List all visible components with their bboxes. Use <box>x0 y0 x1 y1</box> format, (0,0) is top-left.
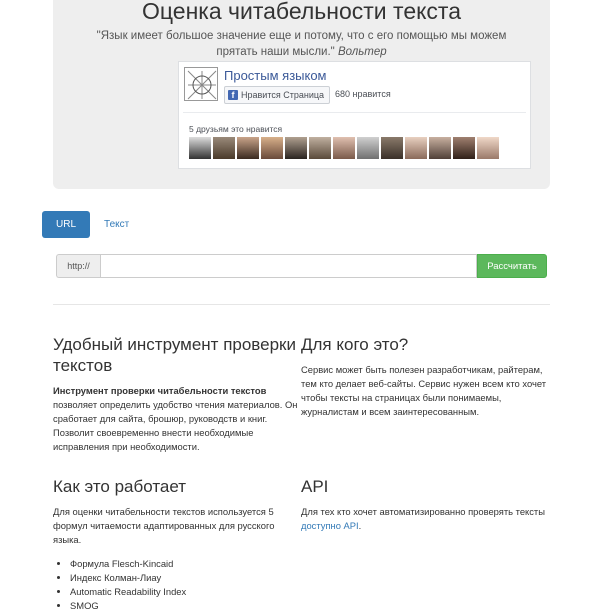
friend-avatar[interactable] <box>189 137 211 159</box>
section-text <box>53 384 303 454</box>
friend-avatar[interactable] <box>477 137 499 159</box>
facebook-icon: f <box>228 90 238 100</box>
quote-author: Вольтер <box>337 46 387 58</box>
friend-avatar[interactable] <box>381 137 403 159</box>
tab-text[interactable]: Текст <box>104 219 130 230</box>
formula-list <box>70 557 303 613</box>
friend-avatars <box>189 137 499 159</box>
url-prefix: http:// <box>56 254 100 278</box>
lead-rest: позволяет определить удобство чтения материалов. Он сработает для сайта, брошюр, руководств и книг. Позволит своевременно внести необходимые исправления при необходимости. <box>53 399 298 452</box>
list-item: • Формула Flesch-Kincaid <box>70 557 303 571</box>
jumbotron <box>53 0 550 189</box>
page-title: Оценка читабельности текста <box>141 0 461 24</box>
section-how <box>53 476 303 613</box>
friend-avatar[interactable] <box>213 137 235 159</box>
friend-avatar[interactable] <box>261 137 283 159</box>
friend-avatar[interactable] <box>405 137 427 159</box>
facebook-page-widget <box>178 61 531 169</box>
list-item: • Automatic Readability Index <box>70 585 303 599</box>
list-item: • Индекс Колман-Лиау <box>70 571 303 585</box>
section-title: Как это работает <box>53 477 187 496</box>
divider <box>183 112 526 113</box>
like-page-button[interactable] <box>224 86 330 104</box>
friend-avatar[interactable] <box>285 137 307 159</box>
divider <box>53 304 550 305</box>
section-text: Сервис может быть полезен разработчикам, райтерам, тем кто делает веб-сайты. Сервис нужен всем кто хочет чтобы тексты на страницах были понимаемы, журналистам и всем заинтересованным. <box>301 364 547 417</box>
section-title: Удобный инструмент проверки текстов <box>53 335 296 375</box>
page-logo[interactable] <box>184 67 218 101</box>
section-text: Для оценки читабельности текстов используется 5 формул читаемости адаптированных для русского языка. <box>53 506 275 545</box>
section-text <box>301 505 551 533</box>
api-link[interactable]: доступно API <box>301 520 359 531</box>
list-item: • SMOG <box>70 599 303 613</box>
input-mode-tabs <box>42 211 143 238</box>
quote <box>83 28 520 60</box>
tab-url[interactable]: URL <box>42 211 90 238</box>
like-count: 680 нравится <box>335 89 391 99</box>
calculate-button[interactable]: Рассчитать <box>477 254 547 278</box>
section-tool <box>53 334 303 454</box>
friend-avatar[interactable] <box>309 137 331 159</box>
quote-text: "Язык имеет большое значение еще и потому, что с его помощью мы можем прятать наши мысли." <box>96 30 507 58</box>
api-text: Для тех кто хочет автоматизированно проверять тексты <box>301 506 545 517</box>
friend-avatar[interactable] <box>237 137 259 159</box>
section-who <box>301 334 551 419</box>
url-form <box>56 254 547 278</box>
friend-avatar[interactable] <box>357 137 379 159</box>
friend-avatar[interactable] <box>453 137 475 159</box>
section-title: Для кого это? <box>301 335 409 354</box>
page-name-link[interactable]: Простым языком <box>224 68 327 83</box>
api-period: . <box>358 520 362 531</box>
friends-like-text: 5 друзьям это нравится <box>189 124 283 134</box>
section-api <box>301 476 551 533</box>
friend-avatar[interactable] <box>429 137 451 159</box>
friend-avatar[interactable] <box>333 137 355 159</box>
section-title: API <box>301 477 329 496</box>
lead-bold: Инструмент проверки читабельности текстов <box>53 385 267 396</box>
like-page-label: Нравится Страница <box>241 90 325 100</box>
url-input[interactable] <box>100 254 477 278</box>
